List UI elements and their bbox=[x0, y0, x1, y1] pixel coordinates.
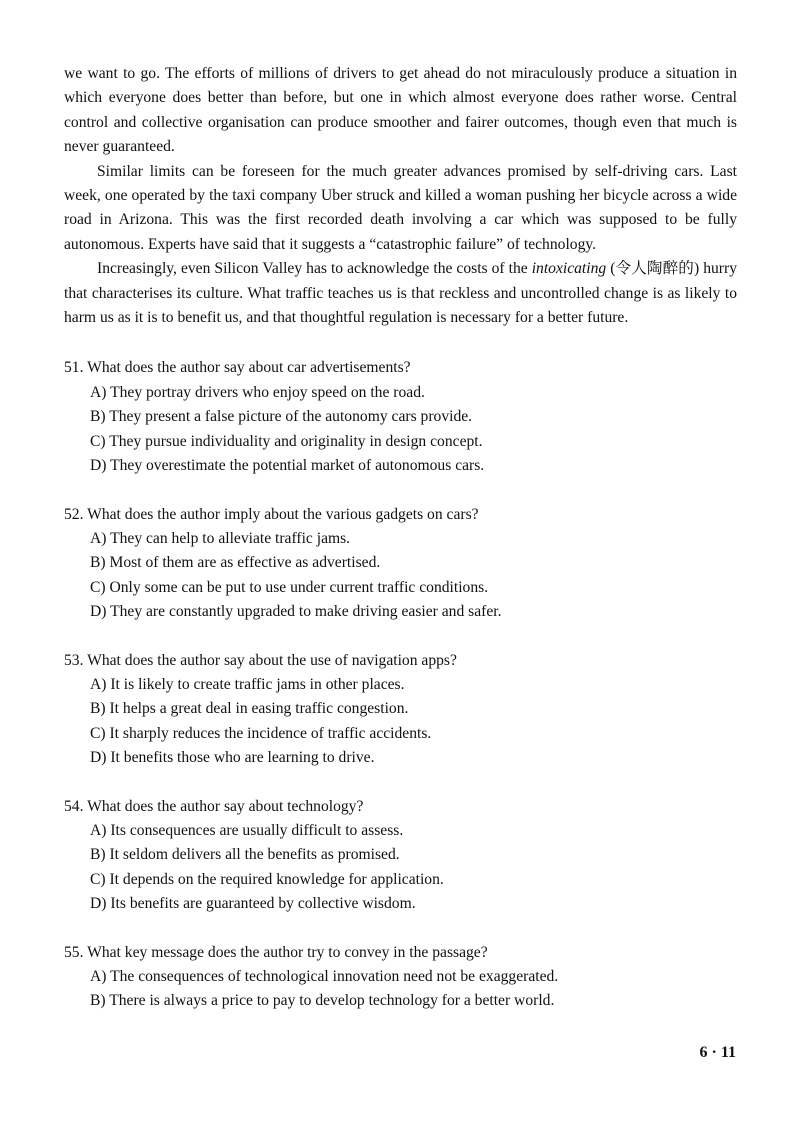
option-c: C) They pursue individuality and originality in design concept. bbox=[90, 432, 483, 450]
reading-passage bbox=[64, 62, 737, 330]
italic-term: intoxicating bbox=[531, 260, 607, 278]
question-51 bbox=[64, 356, 737, 478]
question-stem: 54. What does the author say about technology? bbox=[64, 797, 364, 815]
question-55 bbox=[64, 941, 737, 1014]
question-54 bbox=[64, 795, 737, 917]
passage-paragraph-3-end: (令人陶醉的) hurry that characterises its culture. What traffic teaches us is that reckless and uncontrolled change is as likely to harm us as it is to benefit us, and that thoughtful regulation is necessary for a better future. bbox=[64, 260, 737, 327]
option-a: A) The consequences of technological innovation need not be exaggerated. bbox=[90, 968, 559, 985]
option-b: B) It helps a great deal in easing traffic congestion. bbox=[90, 700, 409, 718]
document-page bbox=[64, 62, 737, 1038]
option-d: D) It benefits those who are learning to drive. bbox=[90, 749, 375, 767]
question-53 bbox=[64, 649, 737, 771]
option-b: B) There is always a price to pay to develop technology for a better world. bbox=[90, 992, 555, 1010]
passage-paragraph-3-start: Increasingly, even Silicon Valley has to acknowledge the costs of the bbox=[97, 260, 532, 278]
page-number: 6 · 11 bbox=[699, 1044, 736, 1061]
option-c: C) It sharply reduces the incidence of traffic accidents. bbox=[90, 724, 432, 742]
option-c: C) Only some can be put to use under current traffic conditions. bbox=[90, 578, 489, 596]
question-52 bbox=[64, 503, 737, 625]
option-b: B) Most of them are as effective as advertised. bbox=[90, 554, 381, 572]
option-a: A) They portray drivers who enjoy speed on the road. bbox=[90, 383, 425, 401]
option-c: C) It depends on the required knowledge for application. bbox=[90, 870, 444, 888]
passage-paragraph-3 bbox=[64, 257, 737, 330]
question-list bbox=[64, 356, 737, 1013]
option-a: A) It is likely to create traffic jams in other places. bbox=[90, 675, 405, 693]
option-b: B) It seldom delivers all the benefits as promised. bbox=[90, 846, 400, 864]
option-d: D) They are constantly upgraded to make driving easier and safer. bbox=[90, 603, 502, 621]
option-b: B) They present a false picture of the autonomy cars provide. bbox=[90, 408, 473, 426]
option-a: A) Its consequences are usually difficult to assess. bbox=[90, 821, 404, 839]
question-stem: 51. What does the author say about car advertisements? bbox=[64, 359, 411, 377]
option-d: D) Its benefits are guaranteed by collective wisdom. bbox=[90, 895, 416, 913]
passage-paragraph-2: Similar limits can be foreseen for the much greater advances promised by self-driving cars. Last week, one operated by the taxi company Uber struck and killed a woman pushing her bicycle across a wide road in Arizona. This was the first recorded death involving a car which was supposed to be fully autonomous. Experts have said that it suggests a “catastrophic failure” of technology. bbox=[64, 162, 737, 253]
question-stem: 52. What does the author imply about the various gadgets on cars? bbox=[64, 505, 479, 523]
passage-paragraph-1: we want to go. The efforts of millions of drivers to get ahead do not miraculously produce a situation in which everyone does better than before, but one in which almost everyone does rather worse. Central control and collective organisation can produce smoother and fairer outcomes, though even that much is never guaranteed. bbox=[64, 65, 737, 156]
question-stem: 55. What key message does the author try to convey in the passage? bbox=[64, 943, 488, 961]
option-a: A) They can help to alleviate traffic jams. bbox=[90, 529, 351, 547]
option-d: D) They overestimate the potential market of autonomous cars. bbox=[90, 457, 485, 475]
question-stem: 53. What does the author say about the use of navigation apps? bbox=[64, 651, 457, 669]
